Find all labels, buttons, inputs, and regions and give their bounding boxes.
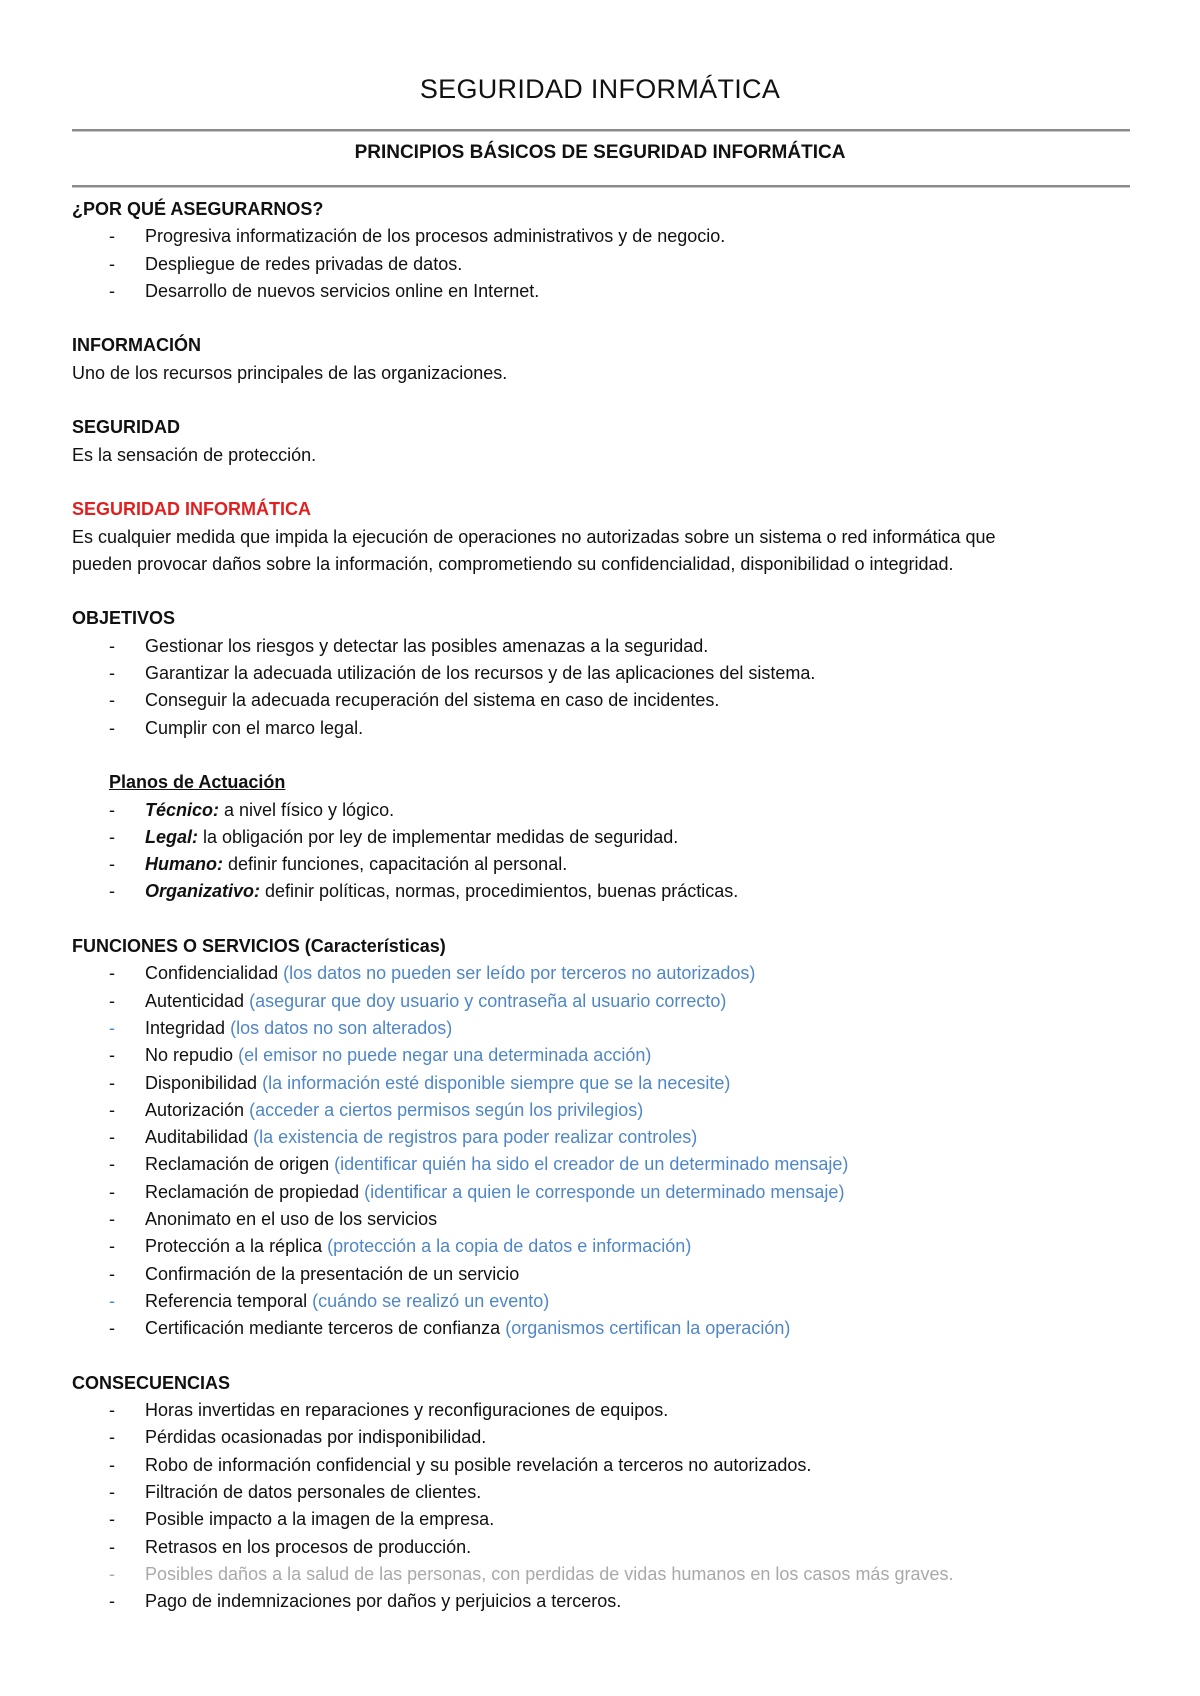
list-item: - Autenticidad (asegurar que doy usuario y contraseña al usuario correcto) <box>72 988 1132 1015</box>
section-seguridad <box>72 414 1132 469</box>
section-planos <box>72 769 1132 905</box>
section-text: Es la sensación de protección. <box>72 444 317 465</box>
item-note: (organismos certifican la operación) <box>505 1318 791 1339</box>
dash-bullet: - <box>109 826 115 847</box>
list-item: - Disponibilidad (la información esté disponible siempre que se la necesite) <box>72 1070 1132 1097</box>
dash-bullet: - <box>109 1017 115 1038</box>
dash-bullet: - <box>109 1290 115 1311</box>
list-item: - Conseguir la adecuada recuperación del sistema en caso de incidentes. <box>72 687 1132 714</box>
dash-bullet: - <box>109 1454 115 1475</box>
dash-bullet: - <box>109 717 115 738</box>
list-item: - Retrasos en los procesos de producción. <box>72 1534 1132 1561</box>
item-note: (los datos no son alterados) <box>230 1017 453 1038</box>
definition-line: Es cualquier medida que impida la ejecución de operaciones no autorizadas sobre un sistema o red informática que <box>72 526 996 547</box>
dash-bullet: - <box>109 1181 115 1202</box>
list-item: - Referencia temporal (cuándo se realizó un evento) <box>72 1288 1132 1315</box>
item-note: (los datos no pueden ser leído por terceros no autorizados) <box>283 963 756 984</box>
item-note: (identificar quién ha sido el creador de un determinado mensaje) <box>334 1154 849 1175</box>
objetivos-list <box>72 633 1132 742</box>
subsection-heading: Planos de Actuación <box>109 772 286 793</box>
section-consecuencias <box>72 1370 1132 1616</box>
section-heading: FUNCIONES O SERVICIOS (Características) <box>72 936 446 957</box>
list-item: - Técnico: a nivel físico y lógico. <box>72 797 1132 824</box>
list-item: - Cumplir con el marco legal. <box>72 715 1132 742</box>
term-label: Organizativo: <box>145 881 261 902</box>
planos-list <box>72 797 1132 906</box>
section-seguridad-informatica <box>72 496 1132 578</box>
dash-bullet: - <box>109 690 115 711</box>
funciones-list <box>72 960 1132 1342</box>
dash-bullet: - <box>109 1154 115 1175</box>
list-item: - Filtración de datos personales de clientes. <box>72 1479 1132 1506</box>
section-heading-highlighted: SEGURIDAD INFORMÁTICA <box>72 499 311 520</box>
list-item: - Certificación mediante terceros de confianza (organismos certifican la operación) <box>72 1315 1132 1342</box>
term-label: Legal: <box>145 826 199 847</box>
section-why <box>72 196 1132 305</box>
section-heading: INFORMACIÓN <box>72 335 201 356</box>
item-note: (cuándo se realizó un evento) <box>312 1290 550 1311</box>
dash-bullet: - <box>109 1072 115 1093</box>
list-item: - No repudio (el emisor no puede negar una determinada acción) <box>72 1042 1132 1069</box>
item-note: (el emisor no puede negar una determinada acción) <box>238 1045 652 1066</box>
dash-bullet: - <box>109 253 115 274</box>
list-item: - Integridad (los datos no son alterados) <box>72 1015 1132 1042</box>
list-item: - Garantizar la adecuada utilización de los recursos y de las aplicaciones del sistema. <box>72 660 1132 687</box>
list-item: - Confirmación de la presentación de un servicio <box>72 1261 1132 1288</box>
section-text: Uno de los recursos principales de las organizaciones. <box>72 362 508 383</box>
dash-bullet: - <box>109 854 115 875</box>
list-item: - Gestionar los riesgos y detectar las posibles amenazas a la seguridad. <box>72 633 1132 660</box>
list-item: - Protección a la réplica (protección a la copia de datos e información) <box>72 1233 1132 1260</box>
list-item: - Autorización (acceder a ciertos permisos según los privilegios) <box>72 1097 1132 1124</box>
dash-bullet: - <box>109 1318 115 1339</box>
dash-bullet: - <box>109 881 115 902</box>
dash-bullet: - <box>109 1263 115 1284</box>
section-informacion <box>72 332 1132 387</box>
dash-bullet: - <box>109 1208 115 1229</box>
term-label: Técnico: <box>145 799 220 820</box>
dash-bullet: - <box>109 226 115 247</box>
dash-bullet: - <box>109 1563 115 1584</box>
list-item-faded: - Posibles daños a la salud de las personas, con perdidas de vidas humanos en los casos más graves. <box>72 1561 1132 1588</box>
dash-bullet: - <box>109 1236 115 1257</box>
dash-bullet: - <box>109 1481 115 1502</box>
dash-bullet: - <box>109 799 115 820</box>
list-item: - Humano: definir funciones, capacitación al personal. <box>72 851 1132 878</box>
term-label: Humano: <box>145 854 223 875</box>
list-item: - Progresiva informatización de los procesos administrativos y de negocio. <box>72 223 1132 250</box>
dash-bullet: - <box>109 1127 115 1148</box>
title-divider-top <box>72 129 1130 132</box>
list-item: - Reclamación de propiedad (identificar a quien le corresponde un determinado mensaje) <box>72 1179 1132 1206</box>
section-heading: SEGURIDAD <box>72 417 181 438</box>
list-item: - Desarrollo de nuevos servicios online en Internet. <box>72 278 1132 305</box>
consecuencias-list <box>72 1397 1132 1615</box>
section-heading: OBJETIVOS <box>72 608 176 629</box>
item-note: (la información esté disponible siempre que se la necesite) <box>262 1072 731 1093</box>
dash-bullet: - <box>109 663 115 684</box>
section-funciones <box>72 933 1132 1342</box>
dash-bullet: - <box>109 1099 115 1120</box>
list-item: - Legal: la obligación por ley de implementar medidas de seguridad. <box>72 824 1132 851</box>
item-note: (acceder a ciertos permisos según los privilegios) <box>249 1099 644 1120</box>
dash-bullet: - <box>109 1427 115 1448</box>
item-note: (identificar a quien le corresponde un determinado mensaje) <box>364 1181 845 1202</box>
dash-bullet: - <box>109 1536 115 1557</box>
dash-bullet: - <box>109 963 115 984</box>
dash-bullet: - <box>109 635 115 656</box>
section-heading: CONSECUENCIAS <box>72 1372 231 1393</box>
title-divider-bottom <box>72 185 1130 188</box>
list-item: - Posible impacto a la imagen de la empresa. <box>72 1506 1132 1533</box>
section-objetivos <box>72 605 1132 741</box>
list-item: - Pago de indemnizaciones por daños y perjuicios a terceros. <box>72 1588 1132 1615</box>
item-note: (protección a la copia de datos e información) <box>327 1236 692 1257</box>
document-body <box>72 196 1132 1643</box>
list-item: - Horas invertidas en reparaciones y reconfiguraciones de equipos. <box>72 1397 1132 1424</box>
dash-bullet: - <box>109 1045 115 1066</box>
why-list <box>72 223 1132 305</box>
dash-bullet: - <box>109 1509 115 1530</box>
section-heading: ¿POR QUÉ ASEGURARNOS? <box>72 199 324 219</box>
list-item: - Reclamación de origen (identificar quién ha sido el creador de un determinado mensaje) <box>72 1151 1132 1178</box>
list-item: - Confidencialidad (los datos no pueden ser leído por terceros no autorizados) <box>72 960 1132 987</box>
list-item: - Robo de información confidencial y su posible revelación a terceros no autorizados. <box>72 1452 1132 1479</box>
definition-line: pueden provocar daños sobre la información, comprometiendo su confidencialidad, disponibilidad o integridad. <box>72 553 954 574</box>
list-item: - Organizativo: definir políticas, normas, procedimientos, buenas prácticas. <box>72 878 1132 905</box>
dash-bullet: - <box>109 1591 115 1612</box>
list-item: - Pérdidas ocasionadas por indisponibilidad. <box>72 1424 1132 1451</box>
dash-bullet: - <box>109 990 115 1011</box>
item-note: (la existencia de registros para poder realizar controles) <box>253 1127 698 1148</box>
item-note: (asegurar que doy usuario y contraseña al usuario correcto) <box>249 990 727 1011</box>
list-item: - Anonimato en el uso de los servicios <box>72 1206 1132 1233</box>
dash-bullet: - <box>109 280 115 301</box>
dash-bullet: - <box>109 1400 115 1421</box>
list-item: - Auditabilidad (la existencia de registros para poder realizar controles) <box>72 1124 1132 1151</box>
document-title: SEGURIDAD INFORMÁTICA <box>419 74 781 104</box>
document-subtitle: PRINCIPIOS BÁSICOS DE SEGURIDAD INFORMÁTICA <box>354 142 846 163</box>
list-item: - Despliegue de redes privadas de datos. <box>72 251 1132 278</box>
